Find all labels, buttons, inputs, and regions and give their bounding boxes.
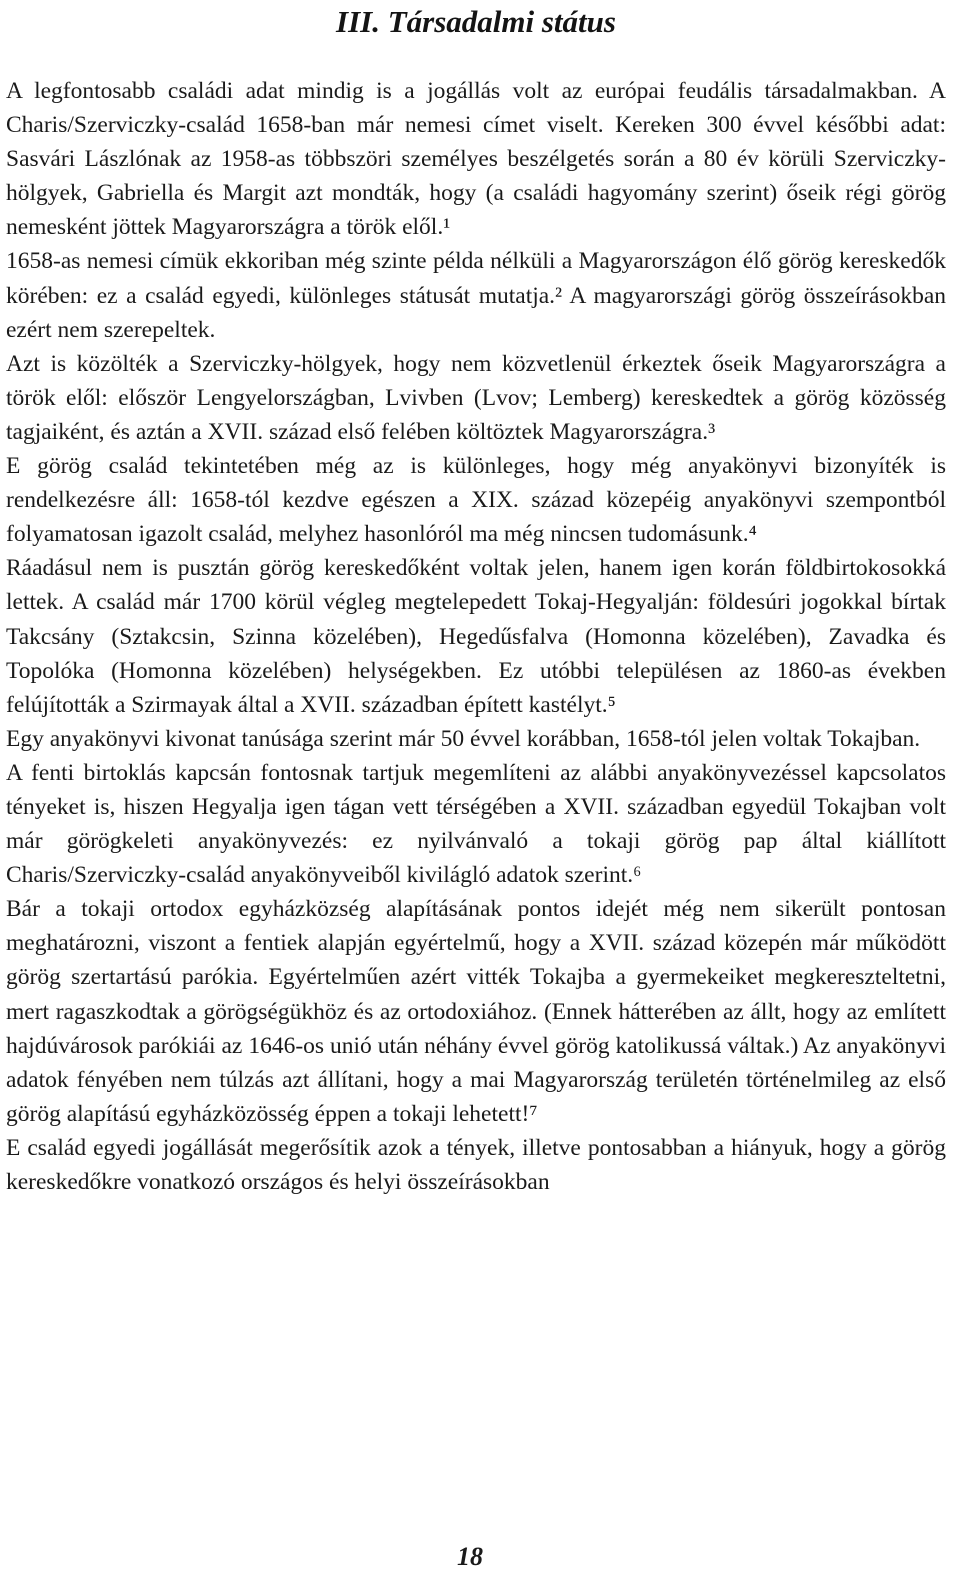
paragraph: A fenti birtoklás kapcsán fontosnak tartjuk megemlíteni az alábbi anyakönyvezéssel kapcsolatos tényeket is, hiszen Hegyalja igen tágan vett térségében a XVII. században egyedül Tokajban volt már görögkeleti anyakönyvezés: ez nyilvánvaló a tokaji görög pap által kiállított Charis/Szerviczky-család anyakönyveiből kivilágló adatok szerint.⁶ (6, 759, 946, 889)
document-page (6, 0, 946, 1199)
paragraph: Egy anyakönyvi kivonat tanúsága szerint már 50 évvel korábban, 1658-tól jelen voltak Tokajban. (6, 725, 921, 752)
paragraph: Ráadásul nem is pusztán görög kereskedőként voltak jelen, hanem igen korán földbirtokosokká lettek. A család már 1700 körül végleg megtelepedett Tokaj-Hegyalján: földesúri jogokkal bírtak Takcsány (Sztakcsin, Szinna közelében), Hegedűsfalva (Homonna közelében), Zavadka és Topolóka (Homonna közelében) helységekben. Ez utóbbi településen az 1860-as években felújították a Szirmayak által a XVII. században épített kastélyt.⁵ (6, 555, 946, 718)
page-title: III. Társadalmi státus (336, 4, 616, 39)
paragraph: 1658-as nemesi címük ekkoriban még szinte példa nélküli a Magyarországon élő görög kereskedők körében: ez a család egyedi, különleges státusát mutatja.² A magyarországi görög összeírásokban ezért nem szerepeltek. (6, 248, 946, 343)
paragraph: E család egyedi jogállását megerősítik azok a tények, illetve pontosabban a hiányuk, hogy a görög kereskedőkre vonatkozó országos és helyi összeírásokban (6, 1134, 946, 1195)
paragraph: Azt is közölték a Szerviczky-hölgyek, hogy nem közvetlenül érkeztek őseik Magyarországra a török elől: először Lengyelországban, Lvivben (Lvov; Lemberg) kereskedtek a görög közösség tagjaiként, és aztán a XVII. század első felében költöztek Magyarországra.³ (6, 350, 946, 445)
paragraph: A legfontosabb családi adat mindig is a jogállás volt az európai feudális társadalmakban. A Charis/Szerviczky-család 1658-ban már nemesi címet viselt. Kereken 300 évvel későbbi adat: Sasvári Lászlónak az 1958-as többszöri személyes beszélgetés során a 80 év körüli Szerviczky-hölgyek, Gabriella és Margit azt mondták, hogy (a családi hagyomány szerint) őseik régi görög nemesként jöttek Magyarországra a török elől.¹ (6, 78, 946, 241)
paragraph: Bár a tokaji ortodox egyházközség alapításának pontos idejét még nem sikerült pontosan meghatározni, viszont a fentiek alapján egyértelmű, hogy a XVII. század közepén már működött görög szertartású parókia. Egyértelműen azért vitték Tokajba a gyermekeiket megkereszteltetni, mert ragaszkodtak a görögségükhöz és az ortodoxiához. (Ennek hátterében az állt, hogy az említett hajdúvárosok parókiái az 1646-os unió után néhány évvel görög katolikussá váltak.) Az anyakönyvi adatok fényében nem túlzás azt állítani, hogy a mai Magyarország területén történelmileg az első görög alapítású egyházközösség éppen a tokaji lehetett!⁷ (6, 896, 946, 1127)
body-text (6, 74, 946, 1199)
page-number: 18 (457, 1542, 483, 1571)
paragraph: E görög család tekintetében még az is különleges, hogy még anyakönyvi bizonyíték is rendelkezésre áll: 1658-tól kezdve egészen a XIX. század közepéig anyakönyvi szempontból folyamatosan igazolt család, melyhez hasonlóról ma még nincsen tudomásunk.⁴ (6, 453, 946, 548)
